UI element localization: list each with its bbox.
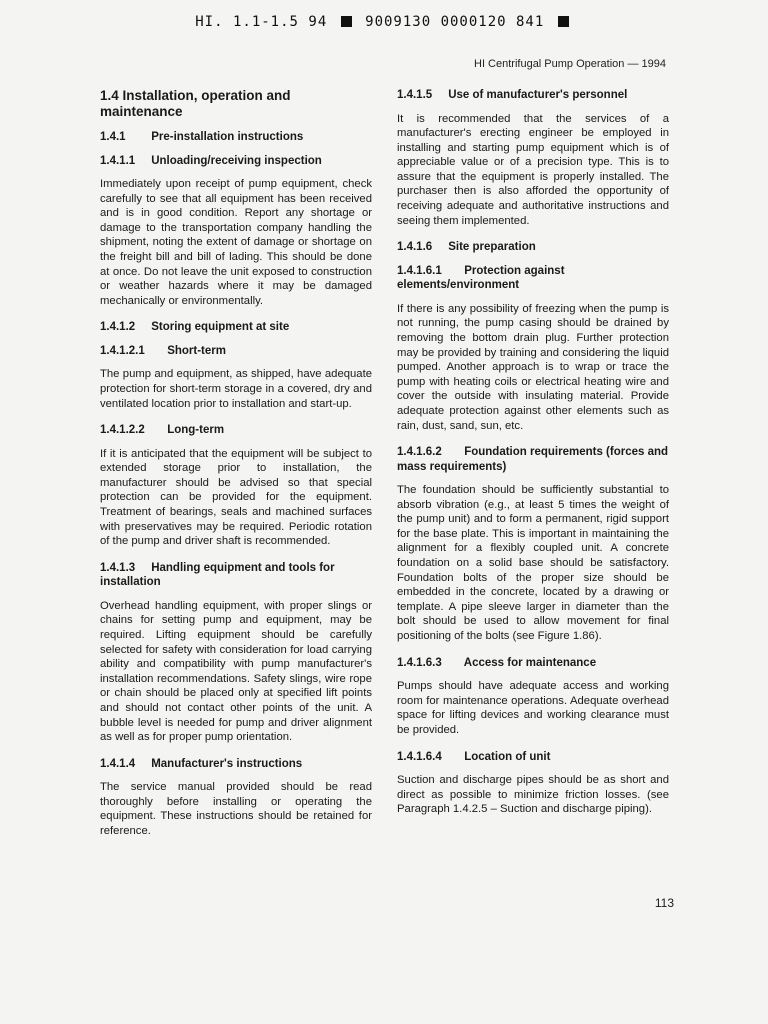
heading-number: 1.4.1	[100, 131, 126, 143]
heading-1-4-1	[100, 130, 372, 145]
running-title: HI Centrifugal Pump Operation — 1994	[474, 58, 666, 70]
heading-1-4-1-6	[397, 240, 669, 255]
paragraph-unloading: Immediately upon receipt of pump equipment, check carefully to see that all equipment has been received and is in good condition. Report any shortage or damage to the transportation company handling the shipment, noting the extent of damage or shortage on the freight bill and bill of lading. This should be done at once. Do not leave the unit exposed to construction or weather hazards where it may be damaged mechanically or environmentally.	[100, 178, 372, 307]
heading-title: Handling equipment and tools for installation	[100, 561, 335, 589]
heading-title: Use of manufacturer's personnel	[448, 89, 628, 101]
paragraph-manufacturer-personnel: It is recommended that the services of a manufacturer's erecting engineer be employed in installing and starting pump equipment which is of appreciable value or of a precision type. This is to assure that the equipment is properly installed. The purchaser then is also afforded the opportunity of receiving adequate and authoritative instructions and seeing them implemented.	[397, 112, 669, 227]
left-column	[100, 88, 372, 851]
heading-number: 1.4.1.5	[397, 89, 433, 101]
heading-number: 1.4.1.1	[100, 154, 136, 167]
barcode-block-mark	[341, 16, 352, 27]
heading-title: Site preparation	[448, 241, 536, 254]
heading-1-4-1-2	[100, 320, 372, 335]
page-number: 113	[654, 896, 674, 910]
heading-title: Short-term	[167, 344, 226, 357]
document-serial: 9009130 0000120 841	[365, 14, 545, 30]
heading-title: Storing equipment at site	[151, 321, 290, 334]
heading-title: Long-term	[167, 424, 225, 437]
heading-number: 1.4.1.4	[100, 757, 136, 770]
heading-number: 1.4.1.6.3	[397, 656, 442, 669]
heading-1-4-1-2-2	[100, 423, 372, 438]
paragraph-protection-elements: If there is any possibility of freezing when the pump is not running, the pump casing should be drained by removing the bottom drain plug. Further protection may be provided by training and considering the liquid pumped. Another approach is to wrap or trace the pump with heating coils or electrical heating wire and cover the outside with insulating material. Provide adequate protection against other elements such as rain, dust, sand, sun, etc.	[397, 302, 669, 432]
paragraph-short-term: The pump and equipment, as shipped, have adequate protection for short-term storage in a covered, dry and ventilated location prior to installation and start-up.	[100, 368, 372, 410]
heading-1-4-1-5	[397, 88, 669, 103]
heading-number: 1.4.1.2.2	[100, 424, 145, 437]
heading-1-4-1-6-2	[397, 445, 669, 474]
heading-title: Location of unit	[464, 750, 551, 763]
paragraph-handling-equipment: Overhead handling equipment, with proper slings or chains for setting pump and equipment, may be required. Lifting equipment should be carefully selected for safety with consideration for load carrying ability and compatibility with pump manufacturer's installation recommendations. Safety slings, wire rope or chain should be placed only at specified lift points and should not contact other points of the unit. A bubble level is needed for pump and driver alignment as well as for proper pump orientation.	[100, 599, 372, 744]
heading-title: Access for maintenance	[463, 656, 597, 669]
heading-number: 1.4.1.6.4	[397, 750, 442, 763]
heading-number: 1.4.1.2.1	[100, 344, 145, 357]
heading-number: 1.4.1.3	[100, 561, 136, 574]
heading-1-4-1-6-3	[397, 656, 669, 671]
heading-1-4-1-4	[100, 757, 372, 772]
barcode-block-mark	[558, 16, 569, 27]
right-column	[397, 88, 669, 829]
heading-number: 1.4.1.6	[397, 241, 433, 254]
paragraph-access-maintenance: Pumps should have adequate access and working room for maintenance operations. Adequate overhead space for lifting devices and working clearance must be provided.	[397, 680, 669, 736]
heading-title: Pre-installation instructions	[151, 131, 304, 143]
heading-1-4-1-2-1	[100, 344, 372, 359]
heading-title: Manufacturer's instructions	[151, 757, 303, 770]
paragraph-foundation: The foundation should be sufficiently substantial to absorb vibration (e.g., at least 5 times the weight of the pump unit) and to form a permanent, rigid support for the base plate. This is important in maintaining the alignment for a flexibly coupled unit. A concrete foundation on a solid base should be satisfactory. Foundation bolts of the proper size should be embedded in the concrete, located by a drawing or template. A pipe sleeve larger in diameter than the bolt should be used to allow movement for final positioning of the bolts (see Figure 1.86).	[397, 484, 669, 643]
document-code: HI. 1.1-1.5 94	[195, 14, 328, 30]
heading-1-4-1-6-1	[397, 264, 669, 293]
paragraph-location-unit: Suction and discharge pipes should be as short and direct as possible to minimize friction losses. (see Paragraph 1.4.2.5 – Suction and discharge piping).	[397, 774, 669, 816]
paragraph-long-term: If it is anticipated that the equipment will be subject to extended storage prior to installation, the manufacturer should be advised so that special protection can be provided for the equipment. Treatment of bearings, seals and machined surfaces with preservatives may be required. Periodic rotation of the pump and driver shaft is recommended.	[100, 447, 372, 548]
heading-number: 1.4.1.6.2	[397, 446, 442, 459]
heading-1-4-1-3	[100, 561, 372, 590]
paragraph-manufacturer-instructions: The service manual provided should be read thoroughly before installing or operating the equipment. These instructions should be retained for reference.	[100, 781, 372, 837]
document-code-line	[0, 14, 768, 30]
heading-title: Foundation requirements (forces and mass requirements)	[397, 446, 669, 473]
section-title: 1.4 Installation, operation and maintenance	[100, 88, 291, 119]
heading-1-4-1-6-4	[397, 750, 669, 765]
heading-number: 1.4.1.6.1	[397, 264, 442, 277]
heading-number: 1.4.1.2	[100, 321, 136, 334]
heading-1-4-1-1	[100, 154, 372, 169]
heading-title: Protection against elements/environment	[397, 264, 565, 292]
heading-title: Unloading/receiving inspection	[151, 154, 322, 167]
